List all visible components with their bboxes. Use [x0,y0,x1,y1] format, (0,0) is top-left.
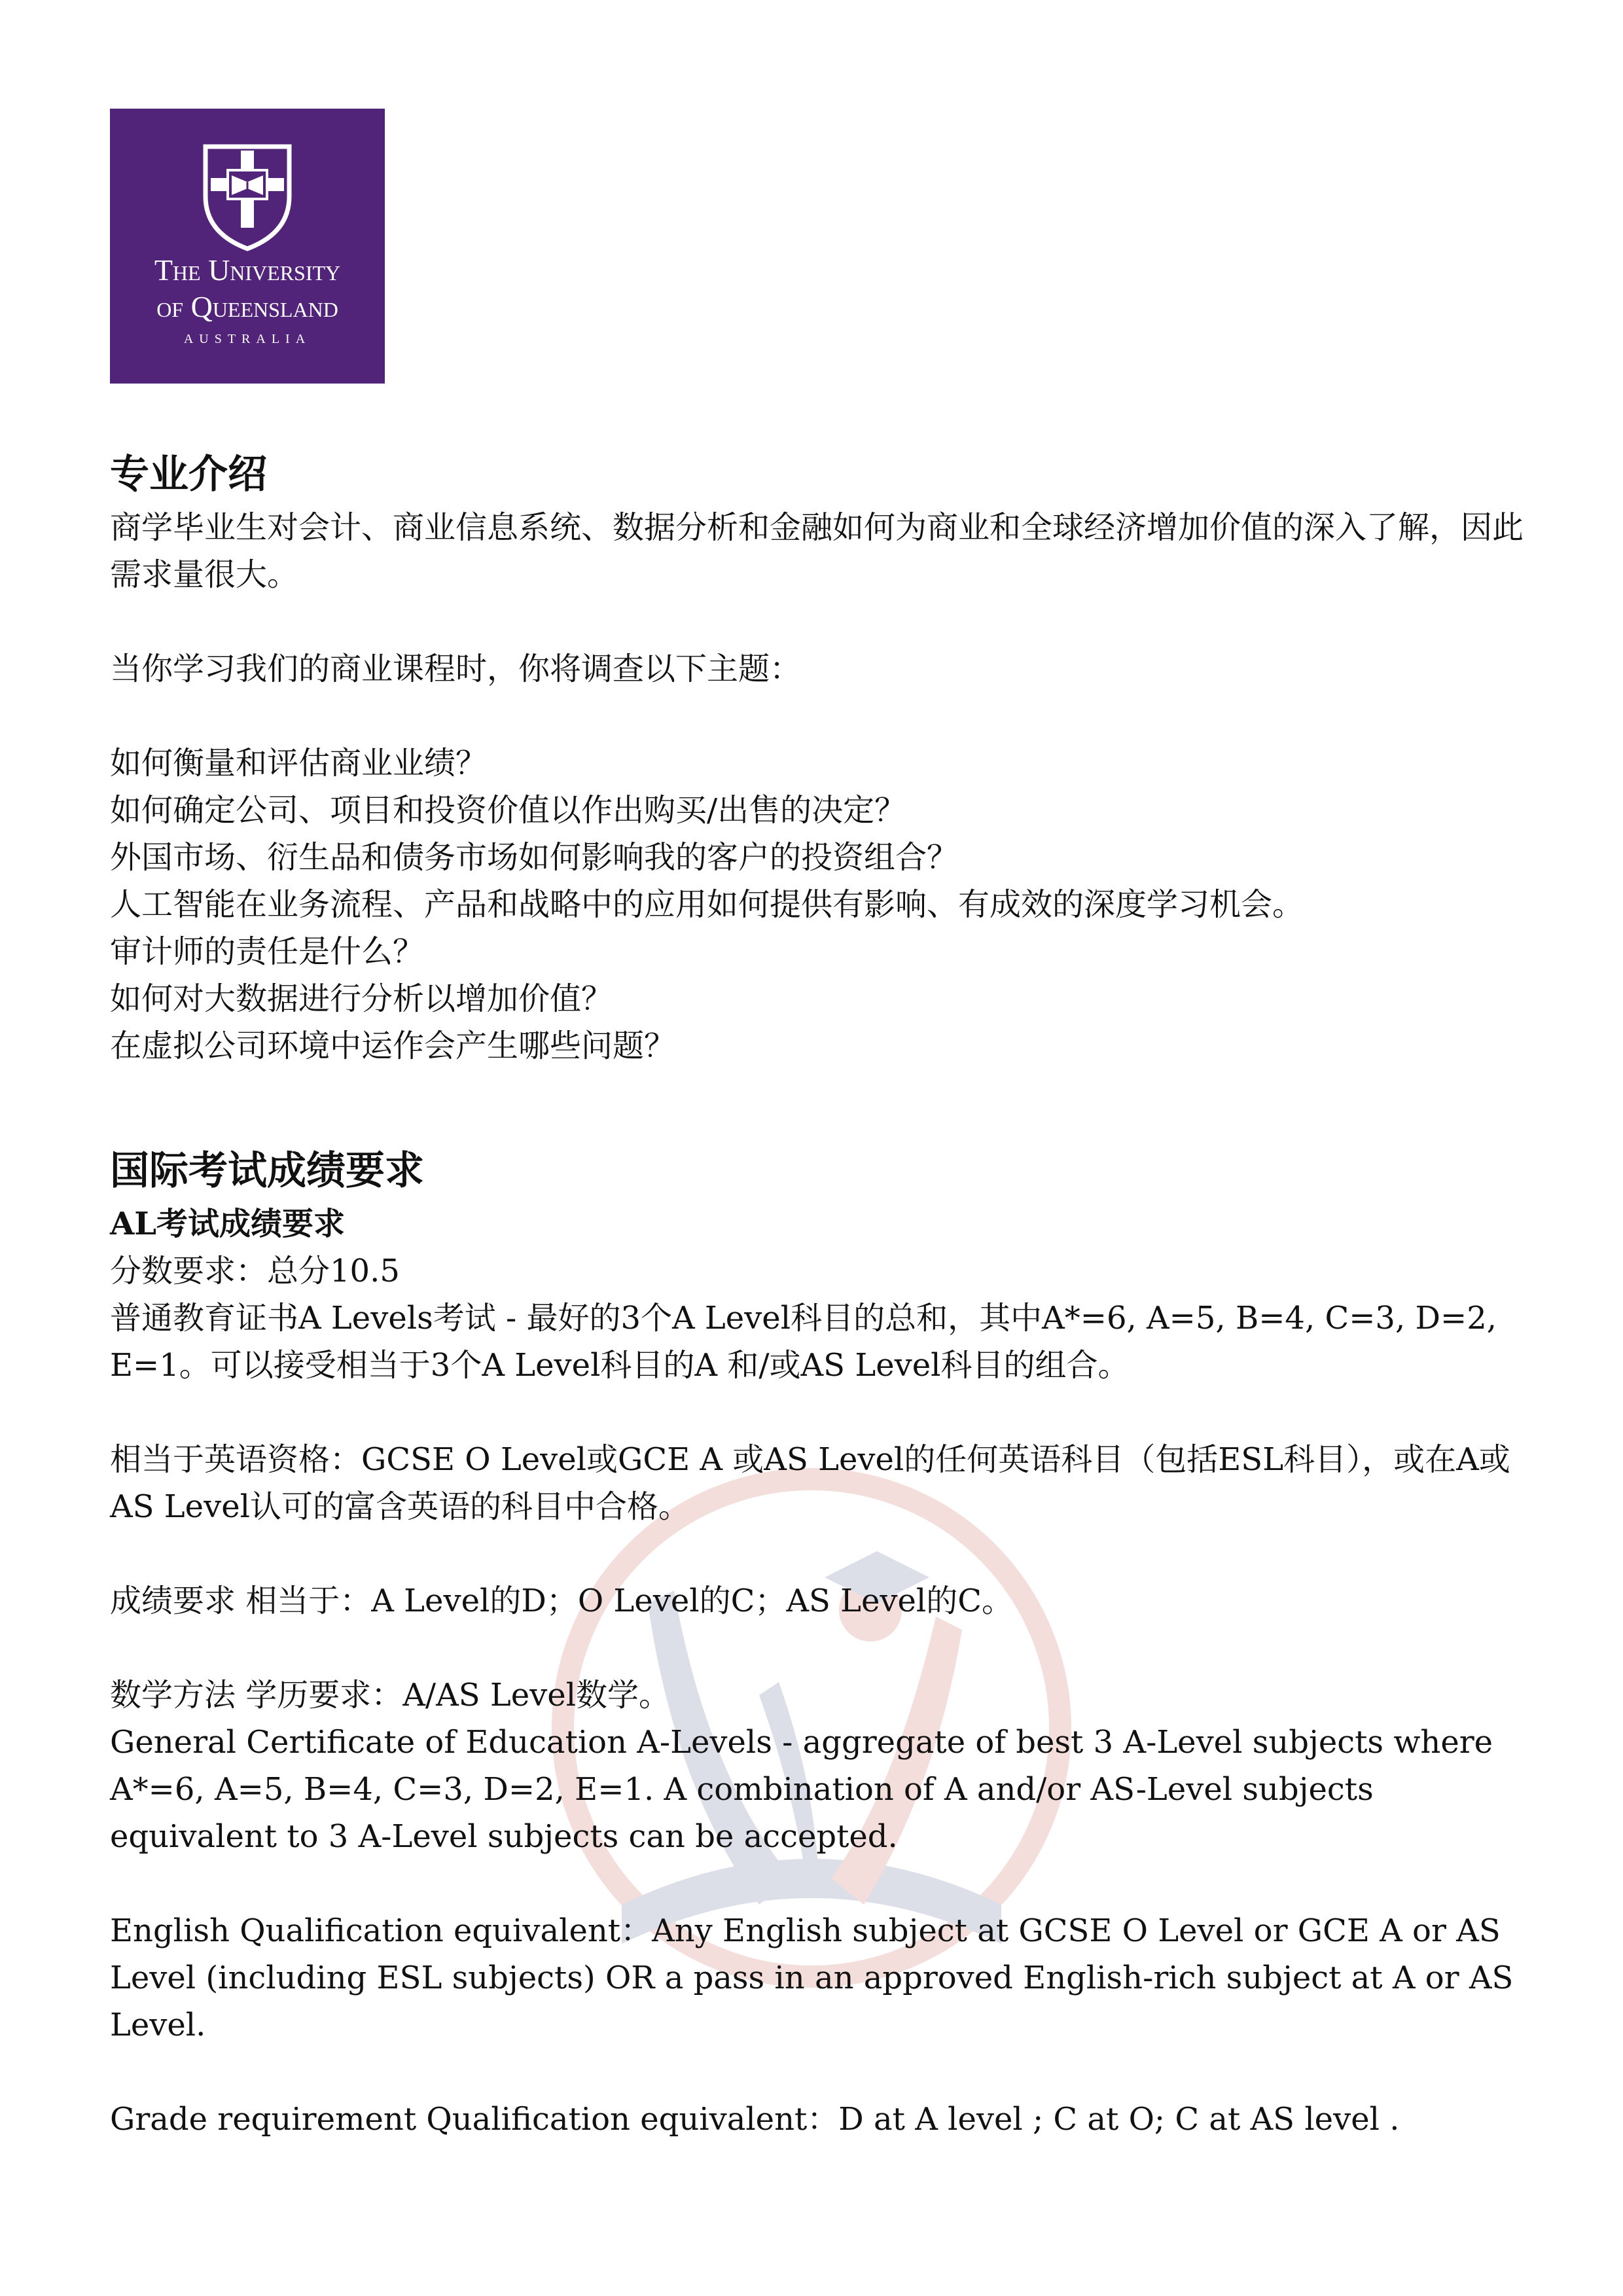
intro-paragraph-1: 商学毕业生对会计、商业信息系统、数据分析和金融如何为商业和全球经济增加价值的深入了解，因此需求量很大。 [110,509,1524,593]
topic-item: 如何确定公司、项目和投资价值以作出购买/出售的决定？ [110,792,906,829]
cn-paragraph-4: 数学方法 学历要求：A/AS Level数学。 [110,1677,671,1713]
en-paragraph-1: General Certificate of Education A-Levels - aggregate of best 3 A-Level subjects where A*=6, A=5, B=4, C=3, D=2, E=1. A combination of A and/or AS-Level subjects equivalent to 3 A-Level subjects can be accepted. [110,1724,1493,1855]
topic-item: 在虚拟公司环境中运作会产生哪些问题？ [110,1028,676,1064]
en-paragraph-2: English Qualification equivalent：Any English subject at GCSE O Level or GCE A or AS Level (including ESL subjects) OR a pass in an approved English-rich subject at A or AS Level. [110,1912,1514,2043]
university-crest-icon [200,141,294,253]
topic-item: 审计师的责任是什么？ [110,933,425,970]
cn-paragraph-3: 成绩要求 相当于：A Level的D；O Level的C；AS Level的C。 [110,1583,1014,1619]
requirements-subheading: AL考试成绩要求 [110,1206,345,1242]
cn-paragraph-2: 相当于英语资格：GCSE O Level或GCE A 或AS Level的任何英语科目（包括ESL科目），或在A或AS Level认可的富含英语的科目中合格。 [110,1441,1510,1525]
requirements-heading: 国际考试成绩要求 [110,1148,424,1194]
topic-item: 如何衡量和评估商业业绩？ [110,745,488,781]
topic-item: 如何对大数据进行分析以增加价值？ [110,980,613,1017]
topic-item: 人工智能在业务流程、产品和战略中的应用如何提供有影响、有成效的深度学习机会。 [110,886,1304,923]
logo-text-line3: AUSTRALIA [183,332,312,346]
logo-text-line1: The University [154,253,341,287]
cn-paragraph-1: 普通教育证书A Levels考试 - 最好的3个A Level科目的总和，其中A*=6, A=5, B=4, C=3, D=2, E=1。可以接受相当于3个A Level科目的A 和/或AS Level科目的组合。 [110,1300,1497,1384]
score-requirement: 分数要求：总分10.5 [110,1253,400,1289]
intro-heading: 专业介绍 [110,452,267,497]
intro-paragraph-2: 当你学习我们的商业课程时，你将调查以下主题： [110,651,802,687]
en-paragraph-3: Grade requirement Qualification equivalent：D at A level ; C at O; C at AS level . [110,2101,1400,2138]
university-logo [110,109,385,384]
document-content [110,445,1537,2143]
topic-item: 外国市场、衍生品和债务市场如何影响我的客户的投资组合？ [110,839,959,876]
logo-text-line2: of Queensland [156,290,338,323]
